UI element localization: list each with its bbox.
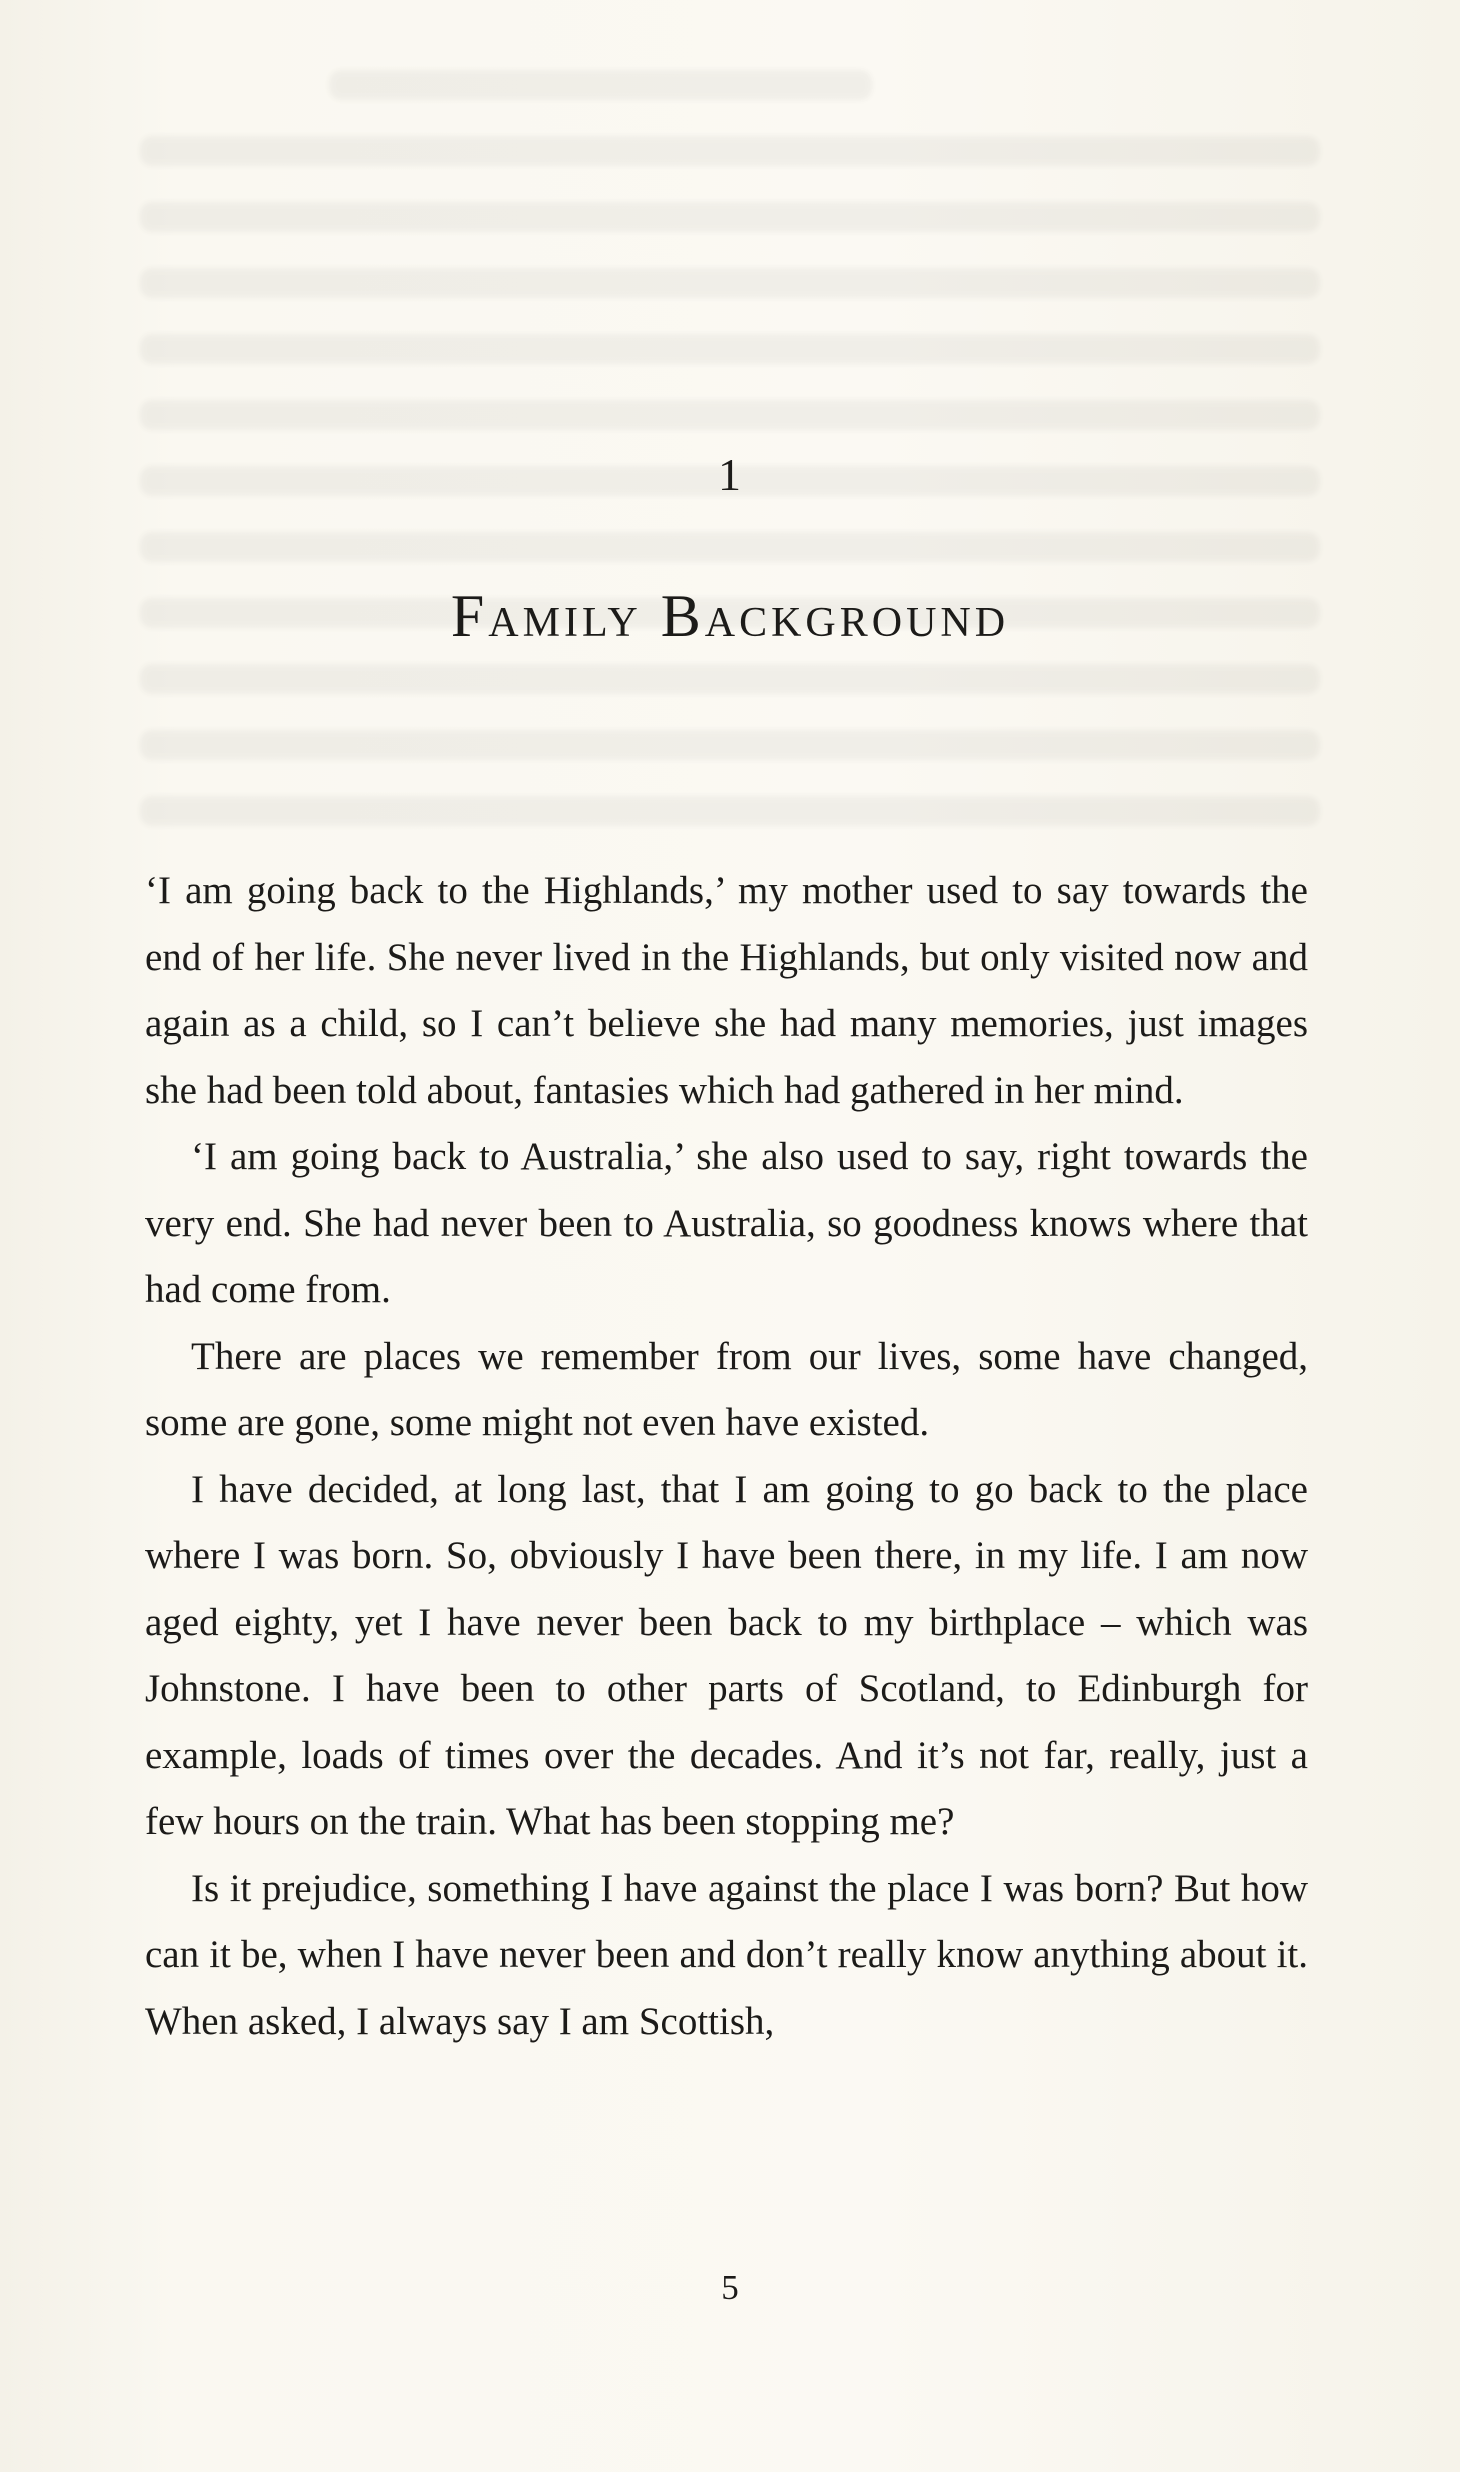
paragraph: I have decided, at long last, that I am going to go back to the place where I was born. So, obviously I have been there, in my life. I am now aged eighty, yet I have never been back to my birthplace – which was Johnstone. I have been to other parts of Scotland, to Edinburgh for example, loads of times over the decades. And it’s not far, really, just a few hours on the train. What has been stopping me? xyxy=(145,1467,1308,1843)
chapter-number: 1 xyxy=(718,449,742,500)
paragraph: ‘I am going back to the Highlands,’ my mother used to say towards the end of her life. She never lived in the Highlands, but only visited now and again as a child, so I can’t believe she had many memories, just images she had been told about, fantasies which had gathered in her mind. xyxy=(145,869,1308,1112)
page-number: 5 xyxy=(721,2268,739,2307)
chapter-title: Family Background xyxy=(450,583,1010,649)
paragraph: Is it prejudice, something I have against the place I was born? But how can it be, when I have never been and don’t really know anything about it. When asked, I always say I am Scottish, xyxy=(145,1866,1308,2043)
body-text xyxy=(145,858,1308,2055)
paragraph: There are places we remember from our lives, some have changed, some are gone, some might not even have existed. xyxy=(145,1334,1308,1444)
paragraph: ‘I am going back to Australia,’ she also used to say, right towards the very end. She had never been to Australia, so goodness knows where that had come from. xyxy=(145,1135,1308,1311)
